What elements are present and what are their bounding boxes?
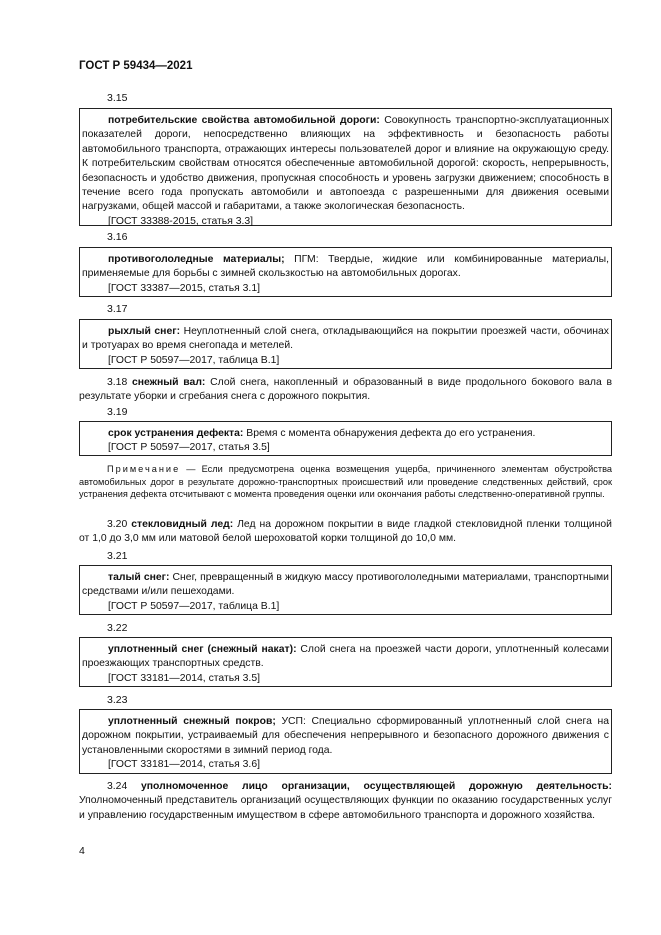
term-box-3-15 xyxy=(79,108,612,226)
note xyxy=(79,463,612,501)
term-definition xyxy=(82,571,609,600)
source-reference: [ГОСТ 33387—2015, статья 3.1] xyxy=(108,282,260,294)
term-name: уполномоченное лицо организации, осуществляющей дорожную деятельность: xyxy=(140,781,612,792)
source-reference: [ГОСТ 33181—2014, статья 3.6] xyxy=(108,759,260,771)
term-name: срок устранения дефекта: xyxy=(108,428,244,439)
definition-text: Слой снега, накопленный и образованный в виде продольного бокового вала в результате уборки и сгребания снега с дорожного покрытия. xyxy=(79,377,613,403)
definition-text: Неуплотненный слой снега, откладывающийся на покрытии проезжей части, обочинах и тротуарах во время снегопада и метелей. xyxy=(82,326,609,352)
term-definition xyxy=(82,325,609,354)
definition-text: Снег, превращенный в жидкую массу противогололедными материалами, транспортными средствами и/или пешеходами. xyxy=(82,572,609,598)
entry-number-3-15: 3.15 xyxy=(107,92,128,104)
term-name: рыхлый снег: xyxy=(108,326,181,337)
entry-number-3-19: 3.19 xyxy=(107,406,128,418)
definition-text: Лед на дорожном покрытии в виде гладкой стекловидной пленки толщиной от 1,0 до 3,0 мм или матовой белой шероховатой корки толщиной до 10,0 мм. xyxy=(79,519,612,545)
term-entry-3-20 xyxy=(79,518,612,547)
term-box-3-23 xyxy=(79,709,612,774)
term-name: талый снег: xyxy=(108,572,170,583)
definition-text: ПГМ: Твердые, жидкие или комбинированные материалы, применяемые для борьбы с зимней скользкостью на автомобильных дорогах. xyxy=(82,254,609,280)
note-text: — Если предусмотрена оценка возмещения ущерба, причиненного элементам обустройства автомобильных дорог в результате дорожно-транспортных происшествий или проведение следственных действий, срок устранения дефекта отсчитывают с момента проведения оценки или окончания работы следственно-оперативной группы. xyxy=(79,464,612,500)
term-entry-3-18 xyxy=(79,376,612,405)
source-reference: [ГОСТ Р 50597—2017, таблица В.1] xyxy=(108,600,280,612)
source-reference: [ГОСТ Р 50597—2017, таблица В.1] xyxy=(108,354,280,366)
definition-text: Совокупность транспортно-эксплуатационных показателей дороги, непосредственно влияющих на эффективность и безопасность работы автомобильного транспорта, отражающих интересы пользователей дорог и влияние на окружающую среду. К потребительским свойствам относятся обеспеченные автомобильной дорогой: скорость, непрерывность, безопасность и удобство движения, пропускная способность и уровень загрузки движением; способность в течение всего года пропускать автомобили и автопоезда с разрешенными для движения осевыми нагрузками, общей массой и габаритами, а также экологическая безопасность. xyxy=(82,115,610,213)
document-code: ГОСТ Р 59434—2021 xyxy=(79,60,193,72)
term-name: уплотненный снежный покров; xyxy=(108,716,276,727)
term-box-3-21 xyxy=(79,565,612,615)
entry-number-3-23: 3.23 xyxy=(107,694,128,706)
term-box-3-16 xyxy=(79,247,612,297)
term-definition xyxy=(82,114,609,215)
term-definition xyxy=(82,715,609,758)
entry-number: 3.24 xyxy=(107,781,128,792)
entry-number-3-21: 3.21 xyxy=(107,550,128,562)
term-name: потребительские свойства автомобильной дороги: xyxy=(108,115,380,126)
term-box-3-17 xyxy=(79,319,612,369)
source-reference: [ГОСТ Р 50597—2017, статья 3.5] xyxy=(108,442,270,454)
entry-number: 3.18 xyxy=(107,377,128,388)
source-reference: [ГОСТ 33181—2014, статья 3.5] xyxy=(108,672,260,684)
page-number: 4 xyxy=(79,845,85,857)
source-reference: [ГОСТ 33388-2015, статья 3.3] xyxy=(108,215,254,227)
definition-text: Слой снега на проезжей части дороги, уплотненный колесами проезжающих транспортных средств. xyxy=(82,644,609,670)
term-name: стекловидный лед: xyxy=(131,519,234,530)
term-definition xyxy=(82,253,609,282)
entry-number-3-22: 3.22 xyxy=(107,622,128,634)
term-box-3-19 xyxy=(79,421,612,456)
term-name: снежный вал: xyxy=(131,377,206,388)
term-entry-3-24 xyxy=(79,780,612,823)
term-definition xyxy=(82,427,609,441)
term-box-3-22 xyxy=(79,637,612,687)
entry-number-3-16: 3.16 xyxy=(107,231,128,243)
definition-text: Время с момента обнаружения дефекта до его устранения. xyxy=(243,428,536,439)
term-definition xyxy=(82,643,609,672)
term-name: уплотненный снег (снежный накат): xyxy=(108,644,297,655)
entry-number-3-17: 3.17 xyxy=(107,303,128,315)
term-name: противогололедные материалы; xyxy=(108,254,285,265)
definition-text: УСП: Специально сформированный уплотненный слой снега на дорожном покрытии, устраиваемый для обеспечения непрерывного и безопасного дорожного движения с установленными скоростями в зимний период года. xyxy=(82,716,609,756)
definition-text: Уполномоченный представитель организаций осуществляющих функции по оказанию государственных услуг и управлению государственным имуществом в сфере автомобильного транспорта и дорожного хозяйства. xyxy=(79,795,612,821)
note-label: Примечание xyxy=(107,464,181,474)
entry-number: 3.20 xyxy=(107,519,128,530)
